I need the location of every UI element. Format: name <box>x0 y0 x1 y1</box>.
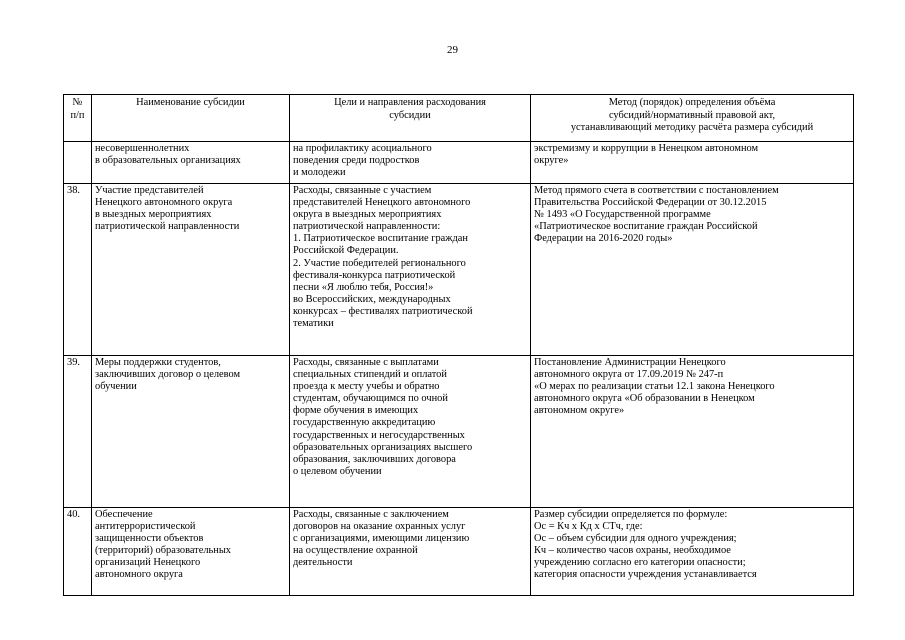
subsidy-method: Постановление Администрации Ненецкого автономного округа от 17.09.2019 № 247-п «О мерах по реализации статьи 12.1 закона Ненецкого автономного округа «Об образовании в Ненецком автономном округе» <box>531 356 854 508</box>
row-number <box>64 142 92 184</box>
header-name: Наименование субсидии <box>92 95 290 142</box>
page-number: 29 <box>447 44 458 56</box>
subsidy-goals: Расходы, связанные с выплатами специальных стипендий и оплатой проезда к месту учебы и обратно студентам, обучающимся по очной форме обучения в имеющих государственную аккредитацию государственных и негосударственных образовательных организациях высшего образования, заключивших договора о целевом обучении <box>290 356 531 508</box>
subsidy-name: несовершеннолетних в образовательных организациях <box>92 142 290 184</box>
row-number: 39. <box>64 356 92 508</box>
subsidy-name: Обеспечение антитеррористической защищенности объектов (территорий) образовательных организаций Ненецкого автономного округа <box>92 508 290 596</box>
subsidy-goals: Расходы, связанные с заключением договоров на оказание охранных услуг с организациями, имеющими лицензию на осуществление охранной деятельности <box>290 508 531 596</box>
table-row <box>64 356 854 508</box>
subsidy-method: Метод прямого счета в соответствии с постановлением Правительства Российской Федерации от 30.12.2015 № 1493 «О Государственной программе «Патриотическое воспитание граждан Российской Федерации на 2016-2020 годы» <box>531 184 854 356</box>
header-method: Метод (порядок) определения объёма субсидий/нормативный правовой акт, устанавливающий методику расчёта размера субсидий <box>531 95 854 142</box>
subsidies-table <box>63 94 854 596</box>
header-num: № п/п <box>64 95 92 142</box>
subsidy-method: Размер субсидии определяется по формуле: Ос = Кч х Кд х СТч, где: Ос – объем субсидии для одного учреждения; Кч – количество часов охраны, необходимое учреждению согласно его категории опасности; категория опасности учреждения устанавливается <box>531 508 854 596</box>
subsidy-method: экстремизму и коррупции в Ненецком автономном округе» <box>531 142 854 184</box>
table-row <box>64 184 854 356</box>
subsidy-name: Участие представителей Ненецкого автономного округа в выездных мероприятиях патриотической направленности <box>92 184 290 356</box>
row-number: 38. <box>64 184 92 356</box>
subsidy-goals: на профилактику асоциального поведения среди подростков и молодежи <box>290 142 531 184</box>
table-row <box>64 508 854 596</box>
subsidy-goals: Расходы, связанные с участием представителей Ненецкого автономного округа в выездных мероприятиях патриотической направленности: 1. Патриотическое воспитание граждан Российской Федерации. 2. Участие победителей регионального фестиваля-конкурса патриотической песни «Я люблю тебя, Россия!» во Всероссийских, международных конкурсах – фестивалях патриотической тематики <box>290 184 531 356</box>
subsidy-name: Меры поддержки студентов, заключивших договор о целевом обучении <box>92 356 290 508</box>
row-number: 40. <box>64 508 92 596</box>
table-header-row <box>64 95 854 142</box>
table-row <box>64 142 854 184</box>
header-goals: Цели и направления расходования субсидии <box>290 95 531 142</box>
